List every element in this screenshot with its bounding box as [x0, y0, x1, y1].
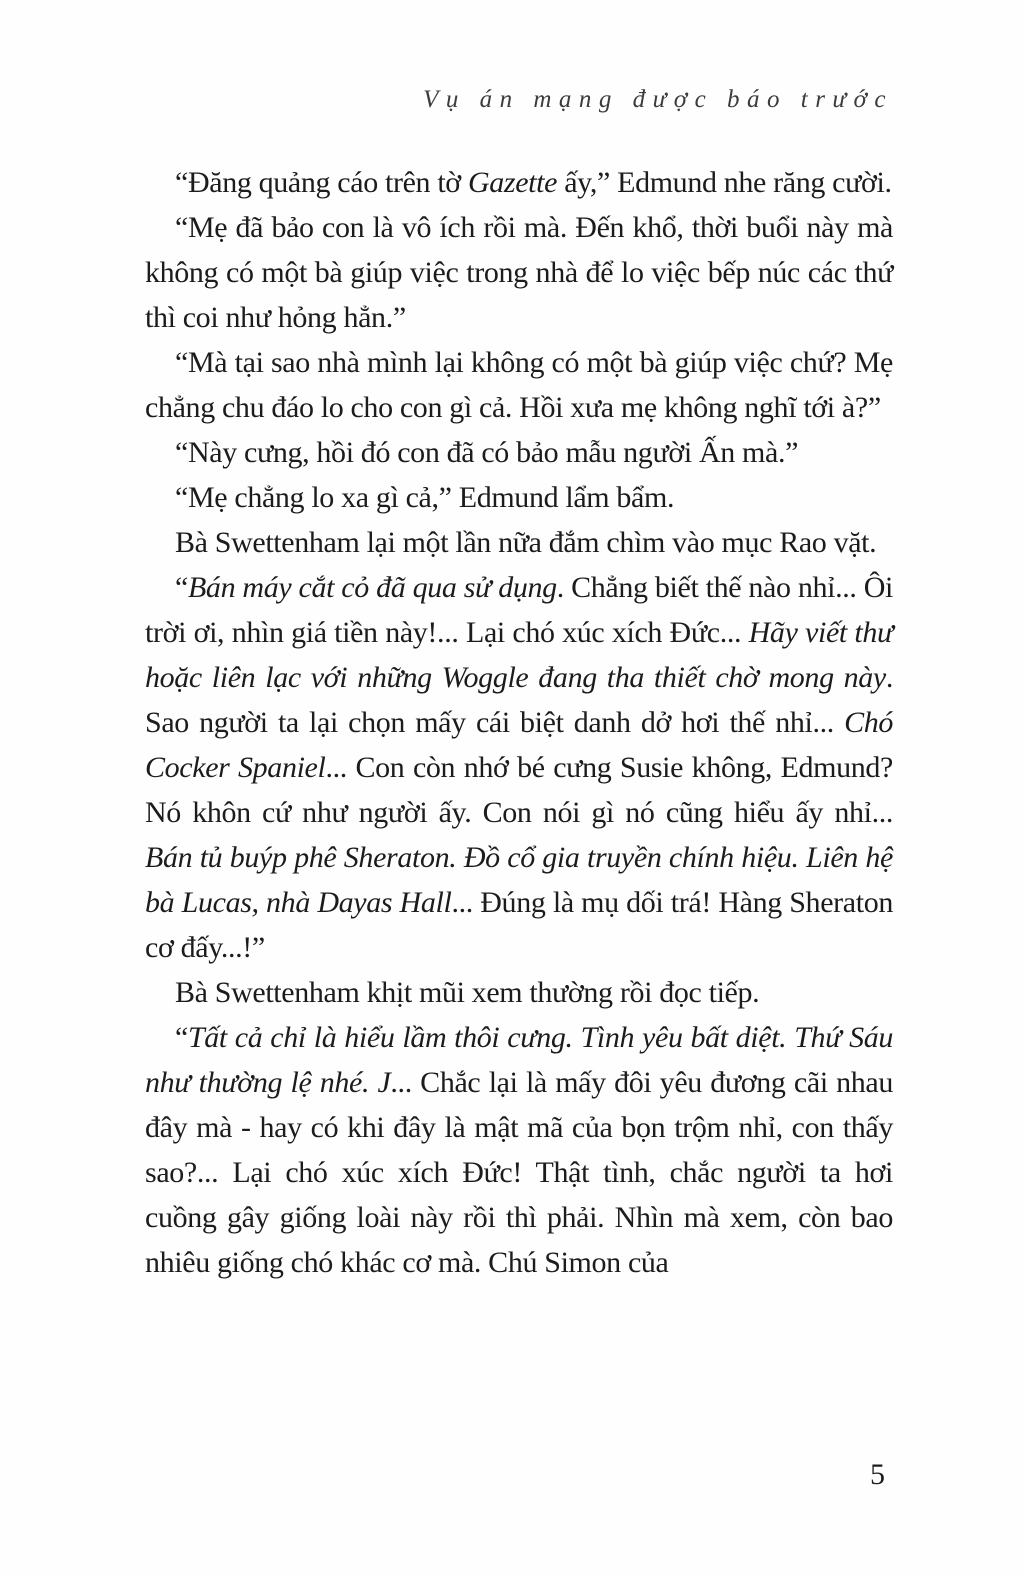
paragraph	[145, 475, 893, 520]
paragraph	[145, 340, 893, 430]
italic-text-run: Bán máy cắt cỏ đã qua sử dụng	[187, 571, 557, 604]
text-run: “Mẹ chẳng lo xa gì cả,” Edmund lẩm bẩm.	[175, 481, 675, 514]
paragraph	[145, 970, 893, 1015]
italic-text-run: Gazette	[467, 166, 558, 199]
text-run: “Này cưng, hồi đó con đã có bảo mẫu người Ấn mà.”	[175, 436, 799, 469]
text-run: “	[175, 1021, 188, 1054]
text-run: “Mà tại sao nhà mình lại không có một bà giúp việc chứ? Mẹ chẳng chu đáo lo cho con gì cả. Hồi xưa mẹ không nghĩ tới à?”	[145, 346, 893, 424]
italic-text-run: Hãy viết thư hoặc liên lạc với những Woggle đang tha thiết chờ mong này	[145, 616, 893, 694]
text-run: ấy,” Edmund nhe răng cười.	[557, 166, 892, 199]
paragraph	[145, 520, 893, 565]
body-text	[145, 160, 893, 1285]
text-run: “Mẹ đã bảo con là vô ích rồi mà. Đến khổ, thời buổi này mà không có một bà giúp việc trong nhà để lo việc bếp núc các thứ thì coi như hỏng hẳn.”	[145, 211, 893, 334]
text-run: . Sao người ta lại chọn mấy cái biệt danh dở hơi thế nhỉ...	[145, 661, 893, 739]
paragraph	[145, 1015, 893, 1285]
italic-text-run: Tất cả chỉ là hiểu lầm thôi cưng. Tình yêu bất diệt. Thứ Sáu như thường lệ nhé. J	[145, 1021, 893, 1099]
text-run: . Chẳng biết thế nào nhỉ... Ôi trời ơi, nhìn giá tiền này!... Lại chó xúc xích Đức...	[145, 571, 893, 649]
page-number: 5	[870, 1458, 885, 1491]
text-run: Bà Swettenham lại một lần nữa đắm chìm vào mục Rao vặt.	[175, 526, 877, 559]
text-run: “	[175, 571, 188, 604]
paragraph	[145, 160, 893, 205]
italic-text-run: Bán tủ buýp phê Sheraton. Đồ cổ gia truyền chính hiệu. Liên hệ bà Lucas, nhà Dayas Hall	[145, 841, 893, 919]
paragraph	[145, 205, 893, 340]
text-run: ... Đúng là mụ dối trá! Hàng Sheraton cơ đấy...!”	[145, 886, 893, 964]
text-run: ... Con còn nhớ bé cưng Susie không, Edmund? Nó khôn cứ như người ấy. Con nói gì nó cũng hiểu ấy nhỉ...	[145, 751, 894, 829]
text-run: “Đăng quảng cáo trên tờ	[175, 166, 468, 199]
text-run: ... Chắc lại là mấy đôi yêu đương cãi nhau đây mà - hay có khi đây là mật mã của bọn trộm nhỉ, con thấy sao?... Lại chó xúc xích Đức! Thật tình, chắc người ta hơi cuồng gây giống loài này rồi thì phải. Nhìn mà xem, còn bao nhiêu giống chó khác cơ mà. Chú Simon của	[145, 1066, 893, 1279]
italic-text-run: Chó Cocker Spaniel	[145, 706, 893, 784]
paragraph	[145, 565, 893, 970]
text-run: Bà Swettenham khịt mũi xem thường rồi đọc tiếp.	[175, 976, 760, 1009]
paragraph	[145, 430, 893, 475]
running-header: Vụ án mạng được báo trước	[423, 86, 893, 113]
